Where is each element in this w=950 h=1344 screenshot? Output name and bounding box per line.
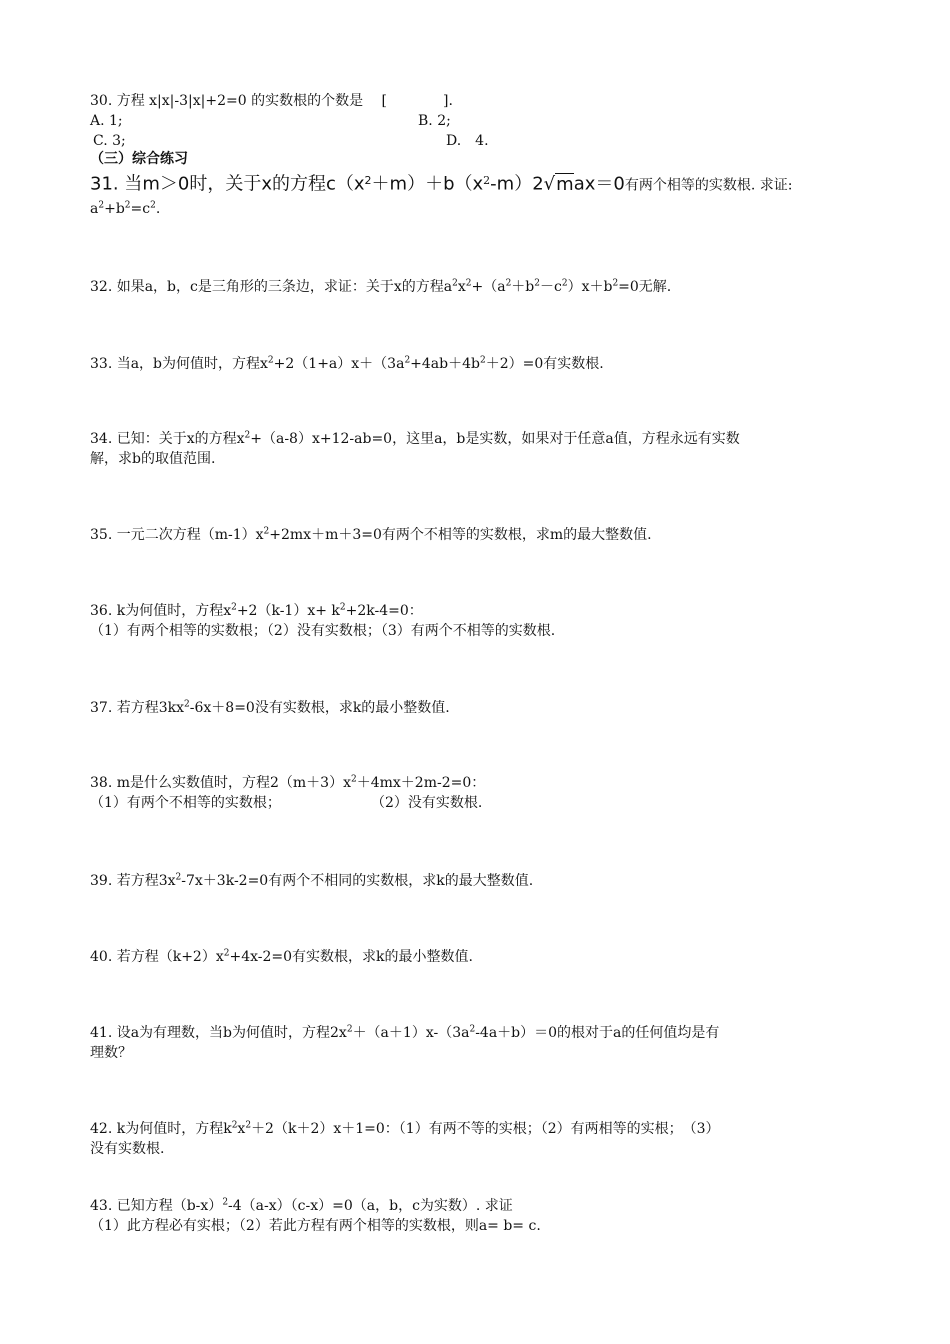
- q41-p3: -4a＋b）＝0的根对于a的任何值均是有: [475, 1025, 720, 1041]
- q36-line1: [90, 602, 423, 620]
- q42-e2: 2: [245, 1120, 252, 1131]
- q37-text: [90, 699, 450, 717]
- q43-line1: [90, 1197, 513, 1215]
- q32-e3: 2: [505, 278, 512, 289]
- q32-p2: x: [457, 279, 466, 295]
- q34-p1: 34. 已知：关于x的方程x: [90, 431, 245, 447]
- q31-after-root: ax＝0: [573, 173, 625, 195]
- q31-root-content: m: [556, 173, 574, 195]
- q43-e1: 2: [222, 1197, 229, 1208]
- q33-e1: 2: [267, 355, 274, 366]
- q42-p1: 42. k为何值时，方程k: [90, 1121, 232, 1137]
- q32-p5: －c: [540, 279, 562, 295]
- q41-p2: ＋（a＋1）x-（3a: [352, 1025, 470, 1041]
- q36-e2: 2: [339, 602, 346, 613]
- q32-e4: 2: [534, 278, 540, 289]
- q37-e1: 2: [184, 699, 190, 710]
- q41-e1: 2: [346, 1024, 353, 1035]
- q31-exp-2: 2: [483, 174, 491, 187]
- section-title: （三）综合练习: [90, 151, 188, 167]
- q31-mid1: ＋m）＋b（x: [371, 173, 484, 195]
- q33-p2: +2（1+a）x＋（3a: [273, 356, 405, 372]
- q32-p3: +（a: [471, 279, 506, 295]
- q41-line1: [90, 1024, 719, 1042]
- q43-p1: 43. 已知方程（b-x）: [90, 1198, 223, 1214]
- q32-p1: 32. 如果a，b，c是三角形的三条边，求证：关于x的方程a: [90, 279, 453, 295]
- q37-p2: -6x＋8=0没有实数根，求k的最小整数值.: [189, 700, 450, 716]
- q30-choice-d: D. 4.: [446, 133, 489, 149]
- q32-e1: 2: [452, 278, 458, 289]
- q31-line1: [90, 170, 792, 196]
- q32-p4: ＋b: [511, 279, 535, 295]
- q33-e2: 2: [404, 355, 411, 366]
- q34-line1: [90, 430, 740, 448]
- q41-line2: 理数？: [90, 1045, 132, 1061]
- q43-p2: -4（a-x）（c-x）=0（a，b，c为实数）. 求证: [228, 1198, 513, 1214]
- q32-p7: =0无解.: [618, 279, 672, 295]
- q36-line2: （1）有两个相等的实数根；（2）没有实数根；（3）有两个不相等的实数根.: [90, 623, 556, 639]
- q40-p2: +4x-2=0有实数根，求k的最小整数值.: [229, 949, 473, 965]
- q31-end: .: [155, 201, 161, 217]
- q36-e1: 2: [231, 602, 237, 613]
- q41-p1: 41. 设a为有理数，当b为何值时，方程2x: [90, 1025, 347, 1041]
- q32-e5: 2: [561, 278, 568, 289]
- q36-p1: 36. k为何值时，方程x: [90, 603, 232, 619]
- q35-text: [90, 526, 652, 544]
- q38-e1: 2: [350, 774, 357, 785]
- q32-e6: 2: [612, 278, 619, 289]
- q39-text: [90, 872, 533, 890]
- q42-p2: x: [237, 1121, 246, 1137]
- q31-b: +b: [104, 201, 125, 217]
- q40-text: [90, 948, 473, 966]
- q42-line2: 没有实数根.: [90, 1141, 165, 1157]
- q31-line2: [90, 200, 160, 218]
- q30-text: 30. 方程 x|x|-3|x|+2=0 的实数根的个数是 [ ].: [90, 93, 453, 109]
- q38-line2b: （2）没有实数根.: [371, 795, 483, 811]
- q42-line1: [90, 1120, 720, 1138]
- q33-e3: 2: [480, 355, 486, 366]
- q41-e2: 2: [469, 1024, 476, 1035]
- q34-p2: +（a-8）x+12-ab=0，这里a，b是实数，如果对于任意a值，方程永远有实数: [250, 431, 740, 447]
- q31-tail: 有两个相等的实数根. 求证:: [624, 177, 793, 194]
- q38-line1: [90, 774, 485, 792]
- q31-a-exp: 2: [98, 200, 105, 211]
- q36-p2: +2（k-1）x+ k: [236, 603, 340, 619]
- q38-p1: 38. m是什么实数值时，方程2（m＋3）x: [90, 775, 351, 791]
- q31-mid2: -m）2: [490, 173, 544, 195]
- q40-e1: 2: [223, 948, 230, 959]
- q31-c-exp: 2: [150, 200, 156, 211]
- q39-p1: 39. 若方程3x: [90, 873, 176, 889]
- q31-a: a: [90, 201, 99, 217]
- q35-e1: 2: [263, 526, 270, 537]
- q34-line2: 解，求b的取值范围.: [90, 451, 216, 467]
- q33-p4: ＋2）=0有实数根.: [485, 356, 604, 372]
- q31-c: =c: [130, 201, 151, 217]
- q35-p1: 35. 一元二次方程（m-1）x: [90, 527, 264, 543]
- q32-e2: 2: [465, 278, 472, 289]
- q35-p2: +2mx＋m＋3=0有两个不相等的实数根，求m的最大整数值.: [269, 527, 652, 543]
- q37-p1: 37. 若方程3kx: [90, 700, 185, 716]
- q34-e1: 2: [244, 430, 251, 441]
- q30-choice-a: A. 1;: [90, 113, 123, 129]
- q39-e1: 2: [175, 872, 182, 883]
- q30-choice-b: B. 2;: [418, 113, 451, 129]
- q31-exp-1: 2: [364, 174, 372, 187]
- q31-b-exp: 2: [124, 200, 131, 211]
- q33-p3: +4ab＋4b: [410, 356, 480, 372]
- q33-p1: 33. 当a，b为何值时，方程x: [90, 356, 268, 372]
- q42-e1: 2: [231, 1120, 238, 1131]
- q39-p2: -7x＋3k-2=0有两个不相同的实数根，求k的最大整数值.: [181, 873, 534, 889]
- q36-p3: +2k-4=0：: [345, 603, 423, 619]
- q38-p2: ＋4mx＋2m-2=0：: [356, 775, 486, 791]
- q31-intro: 31. 当m＞0时，关于x的方程c（x: [90, 173, 365, 195]
- q32-p6: ）x＋b: [567, 279, 613, 295]
- q42-p3: ＋2（k＋2）x＋1=0：（1）有两不等的实根；（2）有两相等的实根； （3）: [251, 1121, 720, 1137]
- q40-p1: 40. 若方程（k+2）x: [90, 949, 224, 965]
- q38-line2a: （1）有两个不相等的实数根；: [90, 795, 281, 811]
- q33-text: [90, 355, 604, 373]
- sqrt-icon: √: [543, 173, 556, 195]
- q30-choice-c: C. 3;: [93, 133, 126, 149]
- q32-text: [90, 278, 671, 296]
- q43-line2: （1）此方程必有实根；（2）若此方程有两个相等的实数根，则a= b= c.: [90, 1218, 541, 1234]
